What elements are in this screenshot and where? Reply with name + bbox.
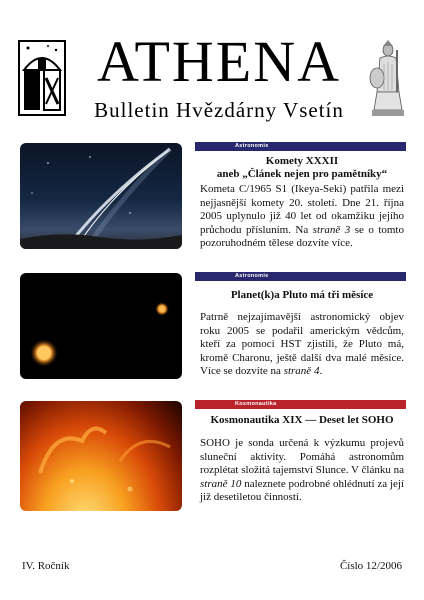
sun-photo [20, 401, 182, 511]
category-bar-kosmonautika: Kosmonautika [195, 400, 406, 409]
athena-statue-icon [366, 40, 410, 118]
masthead [0, 0, 424, 130]
page-reference: straně 3 [312, 223, 351, 236]
pluto-photo [20, 273, 182, 379]
headline-line-2: aneb „Článek nejen pro pamětníky“ [216, 168, 388, 180]
volume-label: IV. Ročník [22, 560, 70, 572]
article-headline: Kosmonautika XIX — Deset let SOHO [210, 414, 394, 426]
category-bar-astronomie: Astronomie [195, 272, 406, 281]
article-body: SOHO je sonda určená k výzkumu projevů sluneční aktivity. Pomáhá astronomům rozplétat složitá tajemství Slunce. V článku na straně 10 naleznete podrobné ohlédnutí za její již desetiletou činností. [200, 437, 404, 503]
category-bar-astronomie: Astronomie [195, 142, 406, 151]
article-body: Patrně nejzajímavější astronomický objev roku 2005 se podařil americkým vědcům, kteří za pomoci HST zjistili, že Pluto má, kromě Charonu, ještě další dva malé měsíce. Více se dozvíte na straně 4. [200, 311, 404, 377]
article-headline [200, 155, 404, 181]
observatory-logo [18, 40, 66, 116]
comet-photo [20, 143, 182, 249]
article-body: Kometa C/1965 S1 (Ikeya-Seki) patřila mezi nejjasnější komety 20. století. Dne 21. října 2005 uplynulo již 40 let od okamžiku jejího průchodu přísluním. Na straně 3 se o tomto pozoruhodném tělese dozvíte více. [200, 183, 404, 249]
page-reference: straně 10 [200, 477, 242, 490]
article-headline: Planet(k)a Pluto má tři měsíce [230, 289, 374, 301]
issue-number: Číslo 12/2006 [339, 560, 402, 572]
headline-line-1: Komety XXXII [265, 155, 339, 167]
page-reference: straně 4 [283, 365, 320, 377]
masthead-title: ATHENA [97, 29, 341, 94]
masthead-subtitle: Bulletin Hvězdárny Vsetín [94, 98, 344, 122]
